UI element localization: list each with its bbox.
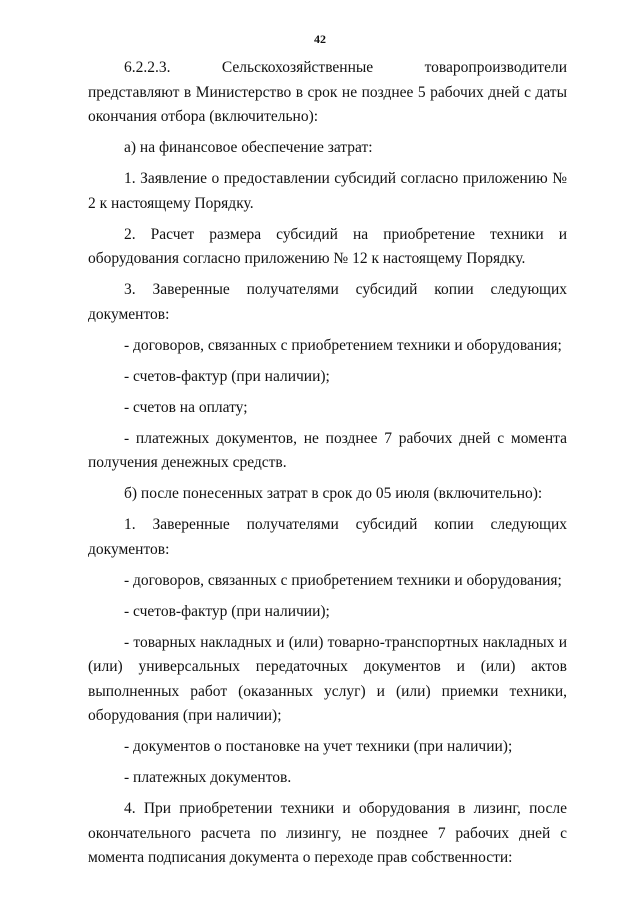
paragraph-a-2: 2. Расчет размера субсидий на приобретение техники и оборудования согласно приложению № 12 к настоящему Порядку.	[88, 225, 567, 267]
list-item: - договоров, связанных с приобретением техники и оборудования;	[124, 336, 562, 354]
paragraph-a-1: 1. Заявление о предоставлении субсидий согласно приложению № 2 к настоящему Порядку.	[88, 170, 567, 212]
list-item: - документов о постановке на учет техники (при наличии);	[124, 738, 513, 755]
list-item: - платежных документов, не позднее 7 рабочих дней с момента получения денежных средств.	[88, 429, 567, 471]
paragraph-a: а) на финансовое обеспечение затрат:	[124, 139, 373, 156]
list-item: - платежных документов.	[124, 769, 292, 786]
list-item: - счетов-фактур (при наличии);	[124, 367, 330, 385]
paragraph-b-1: 1. Заверенные получателями субсидий копии следующих документов:	[88, 516, 567, 558]
list-item: - договоров, связанных с приобретением техники и оборудования;	[124, 571, 562, 589]
list-item: - товарных накладных и (или) товарно-транспортных накладных и (или) универсальных передаточных документов и (или) актов выполненных работ (оказанных услуг) и (или) приемки техники, оборудования (при наличии);	[88, 633, 567, 724]
list-item: - счетов на оплату;	[124, 398, 248, 416]
page-number: 42	[314, 32, 326, 46]
document-body	[88, 56, 567, 877]
paragraph-a-3: 3. Заверенные получателями субсидий копии следующих документов:	[88, 281, 567, 323]
list-item: - счетов-фактур (при наличии);	[124, 602, 330, 620]
paragraph-6-2-2-3: 6.2.2.3. Сельскохозяйственные товаропроизводители представляют в Министерство в срок не позднее 5 рабочих дней с даты окончания отбора (включительно):	[88, 59, 567, 125]
paragraph-4: 4. При приобретении техники и оборудования в лизинг, после окончательного расчета по лизингу, не позднее 7 рабочих дней с момента подписания документа о переходе прав собственности:	[88, 800, 567, 866]
paragraph-b: б) после понесенных затрат в срок до 05 июля (включительно):	[124, 485, 543, 502]
